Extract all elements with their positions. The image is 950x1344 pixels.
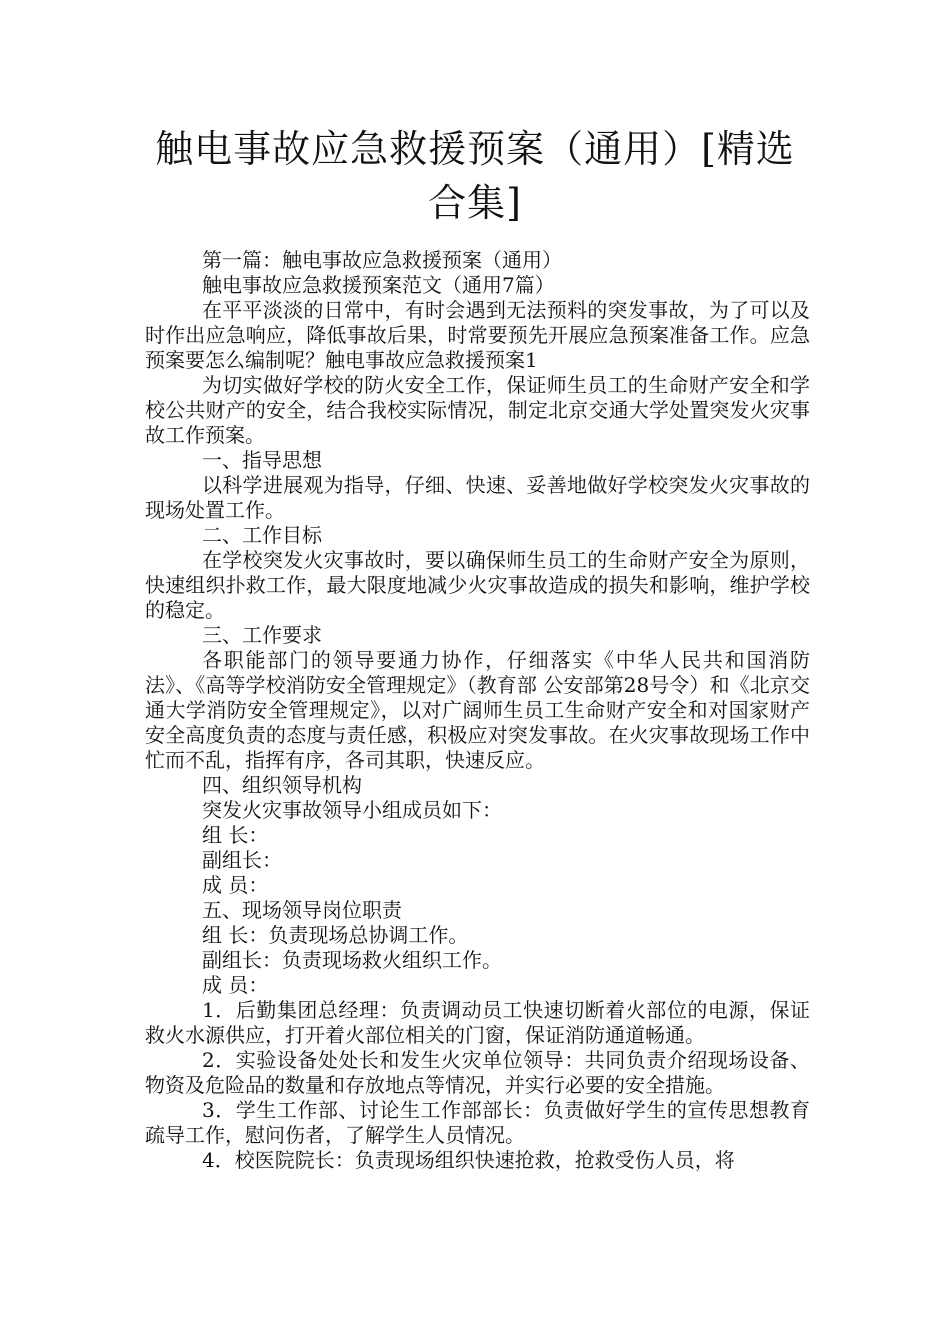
- paragraph: 成 员：: [202, 873, 269, 897]
- section-heading: 一、指导思想: [202, 448, 322, 472]
- paragraph: 副组长：: [202, 848, 282, 872]
- paragraph: 突发火灾事故领导小组成员如下：: [202, 798, 502, 822]
- list-item: 1．后勤集团总经理：负责调动员工快速切断着火部位的电源，保证救火水源供应，打开着火部位相关的门窗，保证消防通道畅通。: [145, 998, 810, 1047]
- paragraph: 组 长：负责现场总协调工作。: [202, 923, 469, 947]
- document-title: 触电事故应急救援预案（通用）[精选合集]: [155, 127, 795, 225]
- document-body: [145, 248, 810, 1173]
- section-heading: 五、现场领导岗位职责: [202, 898, 402, 922]
- list-item: 4．校医院院长：负责现场组织快速抢救，抢救受伤人员，将: [202, 1148, 735, 1172]
- list-item: 2．实验设备处处长和发生火灾单位领导：共同负责介绍现场设备、物资及危险品的数量和存放地点等情况，并实行必要的安全措施。: [145, 1048, 810, 1097]
- paragraph: 组 长：: [202, 823, 269, 847]
- paragraph: 各职能部门的领导要通力协作，仔细落实《中华人民共和国消防法》、《高等学校消防安全管理规定》（教育部 公安部第28号令）和《北京交通大学消防安全管理规定》，以对广阔师生员工生命财产安全和对国家财产安全高度负责的态度与责任感，积极应对突发事故。在火灾事故现场工作中忙而不乱，指挥有序，各司其职，快速反应。: [145, 648, 810, 772]
- paragraph: 在学校突发火灾事故时，要以确保师生员工的生命财产安全为原则，快速组织扑救工作，最大限度地减少火灾事故造成的损失和影响，维护学校的稳定。: [145, 548, 810, 622]
- paragraph: 以科学进展观为指导，仔细、快速、妥善地做好学校突发火灾事故的现场处置工作。: [145, 473, 810, 522]
- paragraph: 触电事故应急救援预案范文（通用7篇）: [202, 273, 555, 297]
- section-heading: 三、工作要求: [202, 623, 322, 647]
- paragraph: 第一篇：触电事故应急救援预案（通用）: [202, 248, 562, 272]
- paragraph: 副组长：负责现场救火组织工作。: [202, 948, 502, 972]
- paragraph: 在平平淡淡的日常中，有时会遇到无法预料的突发事故，为了可以及时作出应急响应，降低事故后果，时常要预先开展应急预案准备工作。应急预案要怎么编制呢？触电事故应急救援预案1: [145, 298, 810, 372]
- paragraph: 成 员：: [202, 973, 269, 997]
- paragraph: 为切实做好学校的防火安全工作，保证师生员工的生命财产安全和学校公共财产的安全，结合我校实际情况，制定北京交通大学处置突发火灾事故工作预案。: [145, 373, 810, 447]
- section-heading: 二、工作目标: [202, 523, 322, 547]
- section-heading: 四、组织领导机构: [202, 773, 362, 797]
- list-item: 3．学生工作部、讨论生工作部部长：负责做好学生的宣传思想教育疏导工作，慰问伤者，了解学生人员情况。: [145, 1098, 810, 1147]
